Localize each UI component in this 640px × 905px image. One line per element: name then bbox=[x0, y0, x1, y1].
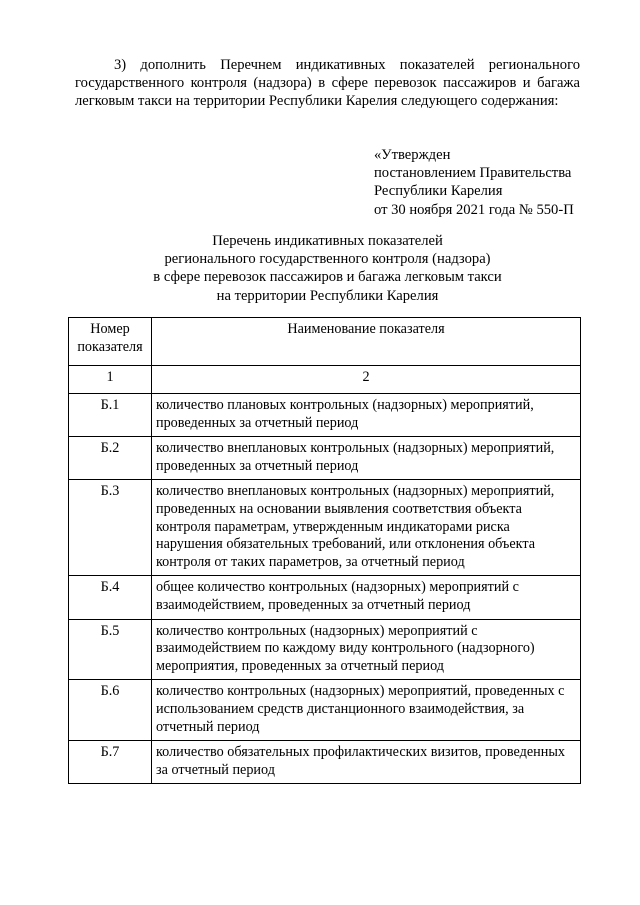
indicator-number: Б.2 bbox=[69, 437, 152, 480]
column-number-row bbox=[69, 366, 581, 394]
title-line: Перечень индикативных показателей bbox=[212, 233, 443, 249]
indicator-name: количество контрольных (надзорных) мероприятий с взаимодействием по каждому виду контрольного (надзорного) мероприятия, проведенных за отчетный период bbox=[152, 619, 581, 680]
approval-line: «Утвержден bbox=[374, 147, 451, 163]
header-number: Номер показателя bbox=[69, 318, 152, 366]
table-row bbox=[69, 741, 581, 784]
approval-line: постановлением Правительства bbox=[374, 165, 572, 182]
table-row bbox=[69, 394, 581, 437]
table-row bbox=[69, 680, 581, 741]
title-line: регионального государственного контроля (надзора) bbox=[164, 251, 491, 268]
indicator-name: количество внеплановых контрольных (надзорных) мероприятий, проведенных на основании выявления соответствия объекта контроля параметрам, утвержденным индикаторами риска нарушения обязательных требований, или отклонения объекта контроля от таких параметров, за отчетный период bbox=[152, 480, 581, 576]
approval-stamp bbox=[374, 146, 614, 219]
indicator-name: общее количество контрольных (надзорных) мероприятий с взаимодействием, проведенных за отчетный период bbox=[152, 576, 581, 619]
approval-line: Республики Карелия bbox=[374, 183, 503, 200]
table-row bbox=[69, 480, 581, 576]
indicator-number: Б.7 bbox=[69, 741, 152, 784]
column-number: 2 bbox=[152, 366, 581, 394]
indicator-number: Б.3 bbox=[69, 480, 152, 576]
table-row bbox=[69, 437, 581, 480]
column-number: 1 bbox=[69, 366, 152, 394]
table-row bbox=[69, 619, 581, 680]
indicator-number: Б.6 bbox=[69, 680, 152, 741]
table-header-row bbox=[69, 318, 581, 366]
indicators-table bbox=[68, 317, 581, 784]
indicator-name: количество внеплановых контрольных (надзорных) мероприятий, проведенных за отчетный период bbox=[152, 437, 581, 480]
title-line: в сфере перевозок пассажиров и багажа легковым такси bbox=[153, 269, 502, 286]
header-name: Наименование показателя bbox=[152, 318, 581, 366]
indicator-name: количество обязательных профилактических визитов, проведенных за отчетный период bbox=[152, 741, 581, 784]
indicator-number: Б.4 bbox=[69, 576, 152, 619]
approval-line: от 30 ноября 2021 года № 550-П bbox=[374, 201, 574, 218]
title-line: на территории Республики Карелия bbox=[216, 287, 439, 304]
intro-paragraph: 3) дополнить Перечнем индикативных показателей регионального государственного контроля (надзора) в сфере перевозок пассажиров и багажа легковым такси на территории Республики Карелия следующего содержания: bbox=[75, 57, 580, 110]
indicator-name: количество контрольных (надзорных) мероприятий, проведенных с использованием средств дистанционного взаимодействия, за отчетный период bbox=[152, 680, 581, 741]
indicator-name: количество плановых контрольных (надзорных) мероприятий, проведенных за отчетный период bbox=[152, 394, 581, 437]
document-title bbox=[75, 232, 580, 305]
indicator-number: Б.1 bbox=[69, 394, 152, 437]
indicator-number: Б.5 bbox=[69, 619, 152, 680]
table-row bbox=[69, 576, 581, 619]
